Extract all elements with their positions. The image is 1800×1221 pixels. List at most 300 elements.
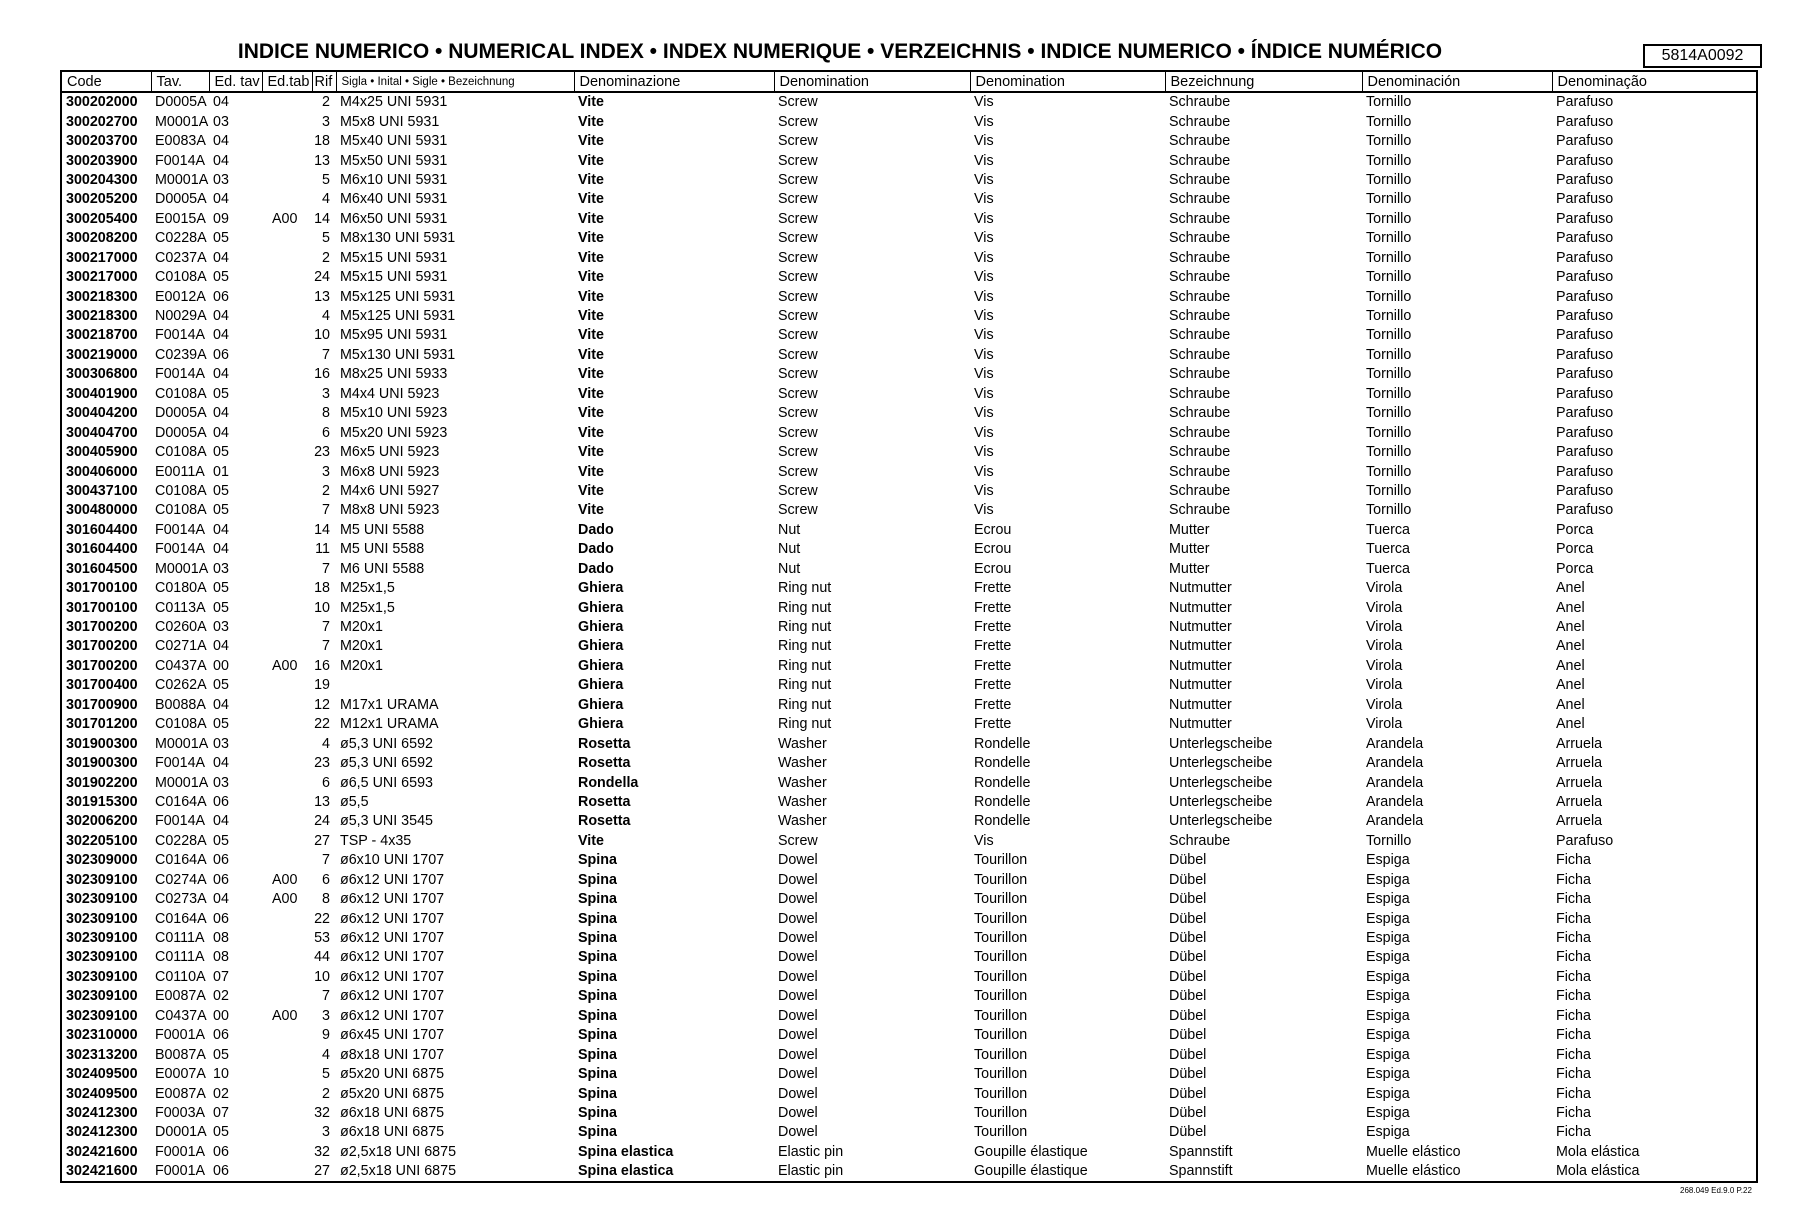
cell-denominacion: Espiga <box>1366 930 1410 947</box>
cell-bezeichnung: Dübel <box>1169 852 1207 869</box>
cell-rif: 3 <box>322 113 330 130</box>
cell-ed-tab <box>262 540 312 559</box>
cell-denominacion: Virola <box>1366 677 1403 694</box>
cell-rif: 7 <box>322 560 330 577</box>
cell-ed-tav: 00 <box>213 657 229 674</box>
cell-bezeichnung: Nutmutter <box>1169 638 1232 655</box>
cell-bezeichnung: Schraube <box>1169 113 1231 130</box>
cell-bezeichnung: Dübel <box>1169 891 1207 908</box>
cell-bezeichnung: Schraube <box>1169 288 1231 305</box>
cell-sigla: M20x1 <box>340 638 383 655</box>
cell-denominacao: Ficha <box>1556 1027 1591 1044</box>
cell-denominacion: Tornillo <box>1366 482 1412 499</box>
cell-denomination-en: Ring nut <box>778 677 832 694</box>
cell-denomination-en: Screw <box>778 152 818 169</box>
footer-reference: 268.049 Ed.9.0 P.22 <box>1680 1186 1752 1195</box>
cell-rif: 2 <box>322 94 330 111</box>
cell-bezeichnung: Schraube <box>1169 327 1231 344</box>
cell-code: 302309100 <box>66 930 138 947</box>
cell-sigla: M6x40 UNI 5931 <box>340 191 448 208</box>
cell-tav: C0228A <box>155 230 207 247</box>
cell-code: 301700400 <box>66 677 138 694</box>
cell-denominazione: Spina <box>578 1027 617 1044</box>
cell-bezeichnung: Nutmutter <box>1169 696 1232 713</box>
cell-denominacao: Parafuso <box>1556 230 1614 247</box>
cell-rif: 7 <box>322 852 330 869</box>
cell-code: 301700900 <box>66 696 138 713</box>
cell-code: 302412300 <box>66 1124 138 1141</box>
cell-tav: C0164A <box>155 852 207 869</box>
cell-tav: C0437A <box>155 1007 207 1024</box>
cell-bezeichnung: Mutter <box>1169 541 1210 558</box>
cell-bezeichnung: Nutmutter <box>1169 657 1232 674</box>
cell-denominazione: Vite <box>578 385 604 402</box>
table-row <box>62 715 1756 734</box>
cell-ed-tav: 05 <box>213 580 229 597</box>
cell-bezeichnung: Dübel <box>1169 910 1207 927</box>
table-row <box>62 346 1756 365</box>
cell-ed-tav: 05 <box>213 502 229 519</box>
cell-denominacao: Ficha <box>1556 1066 1591 1083</box>
cell-denominacao: Arruela <box>1556 735 1603 752</box>
cell-tav: D0005A <box>155 94 207 111</box>
cell-bezeichnung: Unterlegscheibe <box>1169 755 1273 772</box>
header-ed-tav: Ed. tav <box>209 72 262 92</box>
cell-code: 302313200 <box>66 1046 138 1063</box>
cell-sigla: ø6x12 UNI 1707 <box>340 1007 445 1024</box>
cell-denomination-en: Washer <box>778 774 827 791</box>
header-tav: Tav. <box>151 72 209 92</box>
cell-code: 302309100 <box>66 1007 138 1024</box>
table-row <box>62 307 1756 326</box>
cell-denominazione: Spina <box>578 1104 617 1121</box>
cell-denomination-en: Washer <box>778 735 827 752</box>
cell-ed-tab <box>262 1143 312 1162</box>
cell-sigla: M5x20 UNI 5923 <box>340 424 448 441</box>
table-row <box>62 229 1756 248</box>
cell-ed-tab <box>262 812 312 831</box>
cell-rif: 7 <box>322 502 330 519</box>
cell-denomination-en: Washer <box>778 793 827 810</box>
cell-rif: 3 <box>322 463 330 480</box>
cell-rif: 22 <box>314 716 330 733</box>
cell-sigla: ø6x12 UNI 1707 <box>340 871 445 888</box>
cell-sigla: ø6x10 UNI 1707 <box>340 852 445 869</box>
cell-ed-tav: 06 <box>213 793 229 810</box>
cell-denominacion: Tornillo <box>1366 94 1412 111</box>
table-row <box>62 696 1756 715</box>
cell-denominazione: Vite <box>578 308 604 325</box>
cell-denomination-en: Screw <box>778 269 818 286</box>
cell-rif: 13 <box>314 152 330 169</box>
cell-ed-tab <box>262 423 312 442</box>
header-bezeichnung: Bezeichnung <box>1165 72 1362 92</box>
cell-code: 300437100 <box>66 482 138 499</box>
cell-bezeichnung: Dübel <box>1169 968 1207 985</box>
cell-denominacao: Arruela <box>1556 813 1603 830</box>
cell-denominacion: Tornillo <box>1366 269 1412 286</box>
cell-bezeichnung: Dübel <box>1169 1104 1207 1121</box>
cell-tav: M0001A <box>155 735 209 752</box>
cell-denominacao: Anel <box>1556 657 1585 674</box>
cell-sigla: M4x6 UNI 5927 <box>340 482 440 499</box>
cell-tav: F0001A <box>155 1143 206 1160</box>
cell-denominacao: Parafuso <box>1556 463 1614 480</box>
cell-denominacao: Parafuso <box>1556 269 1614 286</box>
cell-denominazione: Ghiera <box>578 580 624 597</box>
cell-denominacao: Anel <box>1556 599 1585 616</box>
cell-denominazione: Spina <box>578 1046 617 1063</box>
cell-denomination-en: Screw <box>778 405 818 422</box>
cell-ed-tav: 04 <box>213 891 229 908</box>
cell-tav: C0108A <box>155 269 207 286</box>
table-row <box>62 929 1756 948</box>
cell-code: 300218300 <box>66 308 138 325</box>
cell-ed-tab <box>262 637 312 656</box>
cell-code: 302006200 <box>66 813 138 830</box>
cell-denominacao: Parafuso <box>1556 346 1614 363</box>
cell-tav: M0001A <box>155 774 209 791</box>
cell-denominazione: Spina <box>578 949 617 966</box>
cell-code: 301701200 <box>66 716 138 733</box>
cell-denomination-en: Screw <box>778 463 818 480</box>
cell-tav: C0273A <box>155 891 207 908</box>
cell-denominacao: Parafuso <box>1556 152 1614 169</box>
cell-code: 302309100 <box>66 949 138 966</box>
cell-denomination-en: Screw <box>778 346 818 363</box>
cell-bezeichnung: Dübel <box>1169 871 1207 888</box>
header-denominacao: Denominação <box>1552 72 1756 92</box>
cell-denomination-fr: Vis <box>974 191 994 208</box>
cell-denomination-fr: Vis <box>974 152 994 169</box>
cell-denomination-fr: Vis <box>974 171 994 188</box>
cell-ed-tav: 04 <box>213 755 229 772</box>
cell-ed-tab <box>262 987 312 1006</box>
cell-bezeichnung: Schraube <box>1169 366 1231 383</box>
cell-ed-tav: 05 <box>213 832 229 849</box>
cell-denomination-en: Dowel <box>778 1046 818 1063</box>
cell-denomination-fr: Tourillon <box>974 1046 1028 1063</box>
table-row <box>62 287 1756 306</box>
cell-denomination-en: Dowel <box>778 910 818 927</box>
cell-rif: 18 <box>314 580 330 597</box>
cell-code: 300204300 <box>66 171 138 188</box>
cell-ed-tav: 05 <box>213 677 229 694</box>
cell-tav: C0111A <box>155 949 205 966</box>
cell-ed-tab <box>262 326 312 345</box>
cell-ed-tav: 06 <box>213 910 229 927</box>
cell-denominacion: Tuerca <box>1366 521 1410 538</box>
cell-denominacion: Arandela <box>1366 774 1424 791</box>
cell-denominacion: Espiga <box>1366 871 1410 888</box>
cell-tav: E0012A <box>155 288 206 305</box>
cell-ed-tav: 04 <box>213 191 229 208</box>
cell-ed-tab <box>262 929 312 948</box>
cell-ed-tab <box>262 948 312 967</box>
cell-ed-tav: 02 <box>213 988 229 1005</box>
cell-tav: C0274A <box>155 871 207 888</box>
table-row <box>62 365 1756 384</box>
cell-tav: C0108A <box>155 444 207 461</box>
cell-rif: 53 <box>314 930 330 947</box>
cell-ed-tab <box>262 734 312 753</box>
cell-denomination-en: Screw <box>778 210 818 227</box>
cell-ed-tab <box>262 793 312 812</box>
document-code: 5814A0092 <box>1643 44 1762 68</box>
cell-ed-tav: 06 <box>213 1143 229 1160</box>
cell-ed-tab <box>262 1084 312 1103</box>
cell-denomination-en: Washer <box>778 813 827 830</box>
cell-ed-tav: 05 <box>213 716 229 733</box>
table-row <box>62 560 1756 579</box>
cell-ed-tav: 03 <box>213 113 229 130</box>
cell-denomination-en: Dowel <box>778 1027 818 1044</box>
cell-bezeichnung: Schraube <box>1169 269 1231 286</box>
cell-ed-tav: 03 <box>213 560 229 577</box>
cell-bezeichnung: Nutmutter <box>1169 580 1232 597</box>
cell-denomination-fr: Ecrou <box>974 560 1012 577</box>
cell-denominazione: Spina <box>578 891 617 908</box>
cell-denomination-fr: Vis <box>974 133 994 150</box>
cell-denominazione: Vite <box>578 405 604 422</box>
cell-denomination-en: Screw <box>778 482 818 499</box>
cell-denominacao: Ficha <box>1556 949 1591 966</box>
cell-denominazione: Spina <box>578 968 617 985</box>
cell-denomination-fr: Vis <box>974 424 994 441</box>
cell-denominacao: Parafuso <box>1556 327 1614 344</box>
cell-tav: C0262A <box>155 677 207 694</box>
cell-denomination-fr: Frette <box>974 599 1012 616</box>
cell-ed-tab <box>262 1026 312 1045</box>
cell-tav: B0087A <box>155 1046 206 1063</box>
cell-denominacion: Muelle elástico <box>1366 1163 1461 1180</box>
table-row <box>62 1026 1756 1045</box>
table-row <box>62 1065 1756 1084</box>
cell-rif: 5 <box>322 171 330 188</box>
cell-denomination-fr: Vis <box>974 288 994 305</box>
cell-denomination-en: Screw <box>778 424 818 441</box>
cell-code: 300218700 <box>66 327 138 344</box>
cell-denominacion: Espiga <box>1366 949 1410 966</box>
header-denominacion: Denominación <box>1362 72 1552 92</box>
cell-rif: 6 <box>322 774 330 791</box>
cell-denominazione: Spina <box>578 871 617 888</box>
cell-code: 300203700 <box>66 133 138 150</box>
table-row <box>62 385 1756 404</box>
table-row <box>62 443 1756 462</box>
cell-denomination-en: Screw <box>778 230 818 247</box>
cell-ed-tab <box>262 851 312 870</box>
table-row <box>62 210 1756 229</box>
cell-rif: 24 <box>314 813 330 830</box>
cell-denominacao: Parafuso <box>1556 405 1614 422</box>
cell-ed-tav: 05 <box>213 1124 229 1141</box>
cell-bezeichnung: Nutmutter <box>1169 619 1232 636</box>
cell-rif: 7 <box>322 638 330 655</box>
cell-tav: D0005A <box>155 405 207 422</box>
cell-denomination-fr: Vis <box>974 230 994 247</box>
cell-denomination-en: Washer <box>778 755 827 772</box>
cell-tav: F0003A <box>155 1104 206 1121</box>
cell-denominacao: Parafuso <box>1556 288 1614 305</box>
cell-denomination-fr: Vis <box>974 210 994 227</box>
cell-ed-tav: 00 <box>213 1007 229 1024</box>
cell-sigla: M25x1,5 <box>340 580 395 597</box>
cell-sigla: ø2,5x18 UNI 6875 <box>340 1143 457 1160</box>
cell-denominacao: Parafuso <box>1556 424 1614 441</box>
cell-denomination-en: Screw <box>778 502 818 519</box>
cell-code: 301900300 <box>66 755 138 772</box>
cell-ed-tav: 07 <box>213 1104 229 1121</box>
cell-sigla: ø5,3 UNI 3545 <box>340 813 433 830</box>
cell-denominacao: Anel <box>1556 716 1585 733</box>
cell-ed-tab <box>262 112 312 131</box>
table-row <box>62 1104 1756 1123</box>
cell-ed-tab <box>262 190 312 209</box>
cell-denomination-en: Screw <box>778 133 818 150</box>
cell-code: 300219000 <box>66 346 138 363</box>
cell-rif: 3 <box>322 1124 330 1141</box>
cell-code: 302309100 <box>66 910 138 927</box>
table-row <box>62 151 1756 170</box>
cell-sigla: M5x10 UNI 5923 <box>340 405 448 422</box>
cell-tav: C0113A <box>155 599 206 616</box>
cell-denominacao: Parafuso <box>1556 366 1614 383</box>
cell-denomination-en: Ring nut <box>778 657 832 674</box>
cell-ed-tab <box>262 501 312 520</box>
cell-rif: 5 <box>322 230 330 247</box>
cell-denominacao: Ficha <box>1556 968 1591 985</box>
cell-sigla: M8x25 UNI 5933 <box>340 366 448 383</box>
cell-denominacao: Parafuso <box>1556 133 1614 150</box>
cell-rif: 44 <box>314 949 330 966</box>
cell-bezeichnung: Schraube <box>1169 308 1231 325</box>
cell-rif: 19 <box>314 677 330 694</box>
cell-bezeichnung: Dübel <box>1169 1085 1207 1102</box>
cell-rif: 2 <box>322 249 330 266</box>
cell-bezeichnung: Schraube <box>1169 463 1231 480</box>
cell-denomination-en: Screw <box>778 366 818 383</box>
cell-denomination-en: Screw <box>778 308 818 325</box>
cell-ed-tav: 04 <box>213 308 229 325</box>
cell-rif: 6 <box>322 424 330 441</box>
cell-sigla: ø6x12 UNI 1707 <box>340 891 445 908</box>
cell-ed-tab <box>262 754 312 773</box>
cell-sigla: ø6x12 UNI 1707 <box>340 968 445 985</box>
cell-denominacion: Espiga <box>1366 1085 1410 1102</box>
cell-denominazione: Vite <box>578 94 604 111</box>
cell-code: 302309100 <box>66 871 138 888</box>
cell-sigla: M6x50 UNI 5931 <box>340 210 448 227</box>
table-row <box>62 1162 1756 1181</box>
cell-rif: 12 <box>314 696 330 713</box>
table-row <box>62 948 1756 967</box>
cell-ed-tav: 02 <box>213 1085 229 1102</box>
cell-ed-tab <box>262 1162 312 1181</box>
cell-denomination-en: Nut <box>778 560 801 577</box>
cell-code: 300404700 <box>66 424 138 441</box>
cell-denominacion: Tornillo <box>1366 385 1412 402</box>
cell-tav: C0108A <box>155 385 207 402</box>
cell-bezeichnung: Schraube <box>1169 424 1231 441</box>
cell-tav: C0180A <box>155 580 207 597</box>
cell-ed-tav: 09 <box>213 210 229 227</box>
cell-denominacion: Espiga <box>1366 1066 1410 1083</box>
cell-ed-tav: 04 <box>213 249 229 266</box>
cell-bezeichnung: Spannstift <box>1169 1143 1233 1160</box>
cell-ed-tab <box>262 268 312 287</box>
cell-ed-tab <box>262 773 312 792</box>
cell-sigla: ø5,5 <box>340 793 369 810</box>
cell-ed-tab <box>262 249 312 268</box>
cell-denomination-fr: Ecrou <box>974 541 1012 558</box>
cell-denomination-fr: Vis <box>974 308 994 325</box>
cell-denomination-en: Dowel <box>778 1066 818 1083</box>
cell-ed-tab: A00 <box>272 891 298 908</box>
header-denomination-fr: Denomination <box>970 72 1165 92</box>
cell-denominacao: Mola elástica <box>1556 1143 1640 1160</box>
cell-tav: C0110A <box>155 968 206 985</box>
cell-sigla: ø6x12 UNI 1707 <box>340 910 445 927</box>
cell-tav: C0164A <box>155 793 207 810</box>
cell-denominacao: Parafuso <box>1556 832 1614 849</box>
cell-sigla: ø8x18 UNI 1707 <box>340 1046 445 1063</box>
cell-denominazione: Ghiera <box>578 716 624 733</box>
cell-ed-tab <box>262 832 312 851</box>
cell-code: 300208200 <box>66 230 138 247</box>
cell-ed-tav: 03 <box>213 774 229 791</box>
cell-denominazione: Spina elastica <box>578 1143 674 1160</box>
cell-sigla: ø6x18 UNI 6875 <box>340 1124 445 1141</box>
cell-bezeichnung: Schraube <box>1169 230 1231 247</box>
cell-denominacao: Parafuso <box>1556 210 1614 227</box>
table-row <box>62 326 1756 345</box>
cell-ed-tav: 04 <box>213 541 229 558</box>
cell-rif: 7 <box>322 988 330 1005</box>
cell-tav: E0007A <box>155 1066 206 1083</box>
cell-sigla: ø5,3 UNI 6592 <box>340 755 433 772</box>
cell-denomination-fr: Frette <box>974 657 1012 674</box>
cell-rif: 2 <box>322 1085 330 1102</box>
cell-denominacion: Tornillo <box>1366 249 1412 266</box>
cell-rif: 16 <box>314 657 330 674</box>
cell-denomination-en: Screw <box>778 249 818 266</box>
cell-ed-tab <box>262 385 312 404</box>
cell-denomination-fr: Tourillon <box>974 1124 1028 1141</box>
cell-denominacao: Mola elástica <box>1556 1163 1640 1180</box>
cell-denominacion: Muelle elástico <box>1366 1143 1461 1160</box>
table-row <box>62 404 1756 423</box>
cell-code: 301700100 <box>66 599 138 616</box>
cell-denominacion: Espiga <box>1366 910 1410 927</box>
cell-denominacion: Espiga <box>1366 1027 1410 1044</box>
cell-ed-tab <box>262 171 312 190</box>
cell-tav: E0087A <box>155 1085 206 1102</box>
cell-ed-tav: 03 <box>213 619 229 636</box>
cell-denominacion: Arandela <box>1366 755 1424 772</box>
cell-rif: 8 <box>322 405 330 422</box>
table-row <box>62 987 1756 1006</box>
cell-sigla: M4x4 UNI 5923 <box>340 385 440 402</box>
cell-denominacao: Anel <box>1556 638 1585 655</box>
table-row <box>62 423 1756 442</box>
cell-code: 302412300 <box>66 1104 138 1121</box>
cell-ed-tav: 08 <box>213 930 229 947</box>
cell-denomination-fr: Vis <box>974 249 994 266</box>
cell-rif: 8 <box>322 891 330 908</box>
cell-bezeichnung: Dübel <box>1169 1007 1207 1024</box>
cell-ed-tab <box>262 482 312 501</box>
